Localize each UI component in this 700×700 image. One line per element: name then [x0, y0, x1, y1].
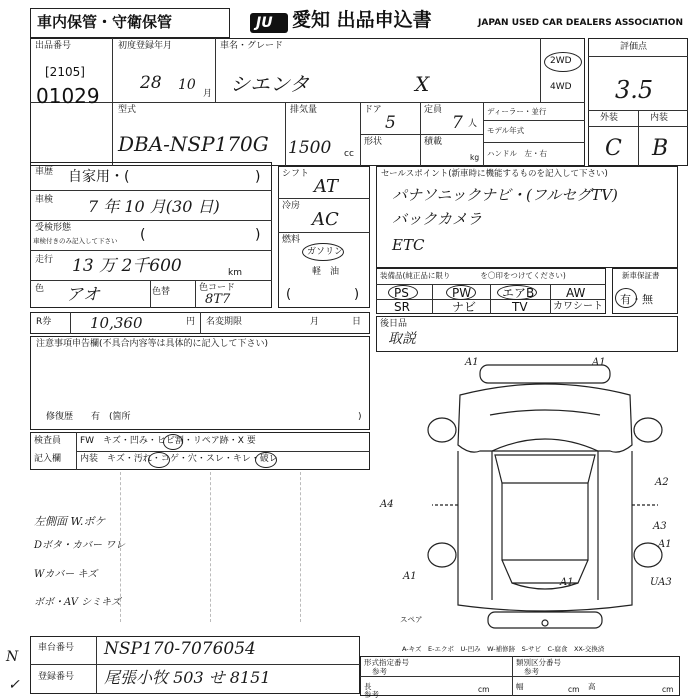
damage-legend: A-キズ E-エクボ U-凹み W-補修跡 S-サビ C-腐食 XX-交換済 [402, 645, 605, 653]
equipment-ps: PS [394, 286, 409, 300]
exterior-grade: C [605, 136, 622, 161]
width-label: 幅 [516, 682, 524, 691]
fuel-oil: 軽 油 [312, 267, 340, 277]
rating-value: 3.5 [615, 76, 654, 104]
height-cm: cm [662, 685, 674, 694]
inspector-interior-line: 内装 キズ・汚れ・コゲ・穴・スレ・キレ・破レ [80, 454, 278, 464]
equipment-airbag: エアB [502, 286, 535, 300]
damage-mark-rear-right: UA3 [650, 577, 672, 588]
lot-label: 出品番号 [35, 41, 72, 51]
capacity-value: 7 [452, 113, 463, 133]
history-close: ) [255, 169, 261, 185]
receive-open: ( [140, 227, 146, 243]
ac-label: 冷房 [282, 201, 301, 211]
comment-1: 左側面 W.ボケ [34, 515, 106, 528]
rear-goods-value: 取説 [388, 331, 416, 347]
shape-label: 形状 [364, 137, 383, 147]
model-label: 型式 [118, 105, 137, 115]
comment-2: Dボタ・カバー ワレ [34, 540, 126, 551]
recycle-label: R券 [36, 317, 52, 327]
shift-value: AT [314, 176, 339, 197]
form-title-english: JAPAN USED CAR DEALERS ASSOCIATION [478, 18, 683, 28]
color-label: 色 [35, 284, 45, 294]
equip-circle-airbag [497, 285, 537, 300]
name-change-label: 名変期限 [206, 317, 243, 327]
inspector-circle-dirt [148, 452, 170, 468]
first-reg-month: 10 [178, 77, 196, 93]
doors-value: 5 [385, 113, 396, 133]
repair-close: ) [358, 412, 362, 422]
sales-line-3: ETC [392, 236, 425, 254]
color-code-label: 色コード [199, 283, 236, 293]
model-year-label: モデル年式 [487, 126, 525, 135]
color-value: アオ [66, 285, 100, 305]
inspector-circle-dent [163, 434, 183, 450]
dealer-label: ディーラー・並行 [487, 107, 547, 116]
equipment-leather: カワシート [553, 301, 603, 312]
equipment-sr: SR [394, 300, 410, 314]
color-change-label: 色替 [152, 287, 171, 297]
car-outline-icon [420, 355, 680, 640]
warranty-label: 新車保証書 [622, 271, 660, 280]
damage-mark-front-left: A1 [465, 357, 479, 368]
warranty-value: 有・無 [620, 293, 653, 306]
height-label: 高 [588, 682, 596, 691]
category-ref: 参考 [524, 667, 539, 676]
comment-3: Wカバー キズ [34, 569, 98, 580]
damage-mark-right-2: A3 [653, 521, 667, 532]
fuel-close: ) [354, 287, 360, 302]
model-value: DBA-NSP170G [118, 132, 269, 156]
history-value: 自家用・( [68, 169, 130, 185]
length-ref: 参考 [364, 690, 379, 699]
equipment-aw: AW [566, 286, 586, 300]
rear-goods-label: 後日品 [380, 319, 408, 329]
logo-text: JU [256, 15, 273, 31]
inspection-label: 車検 [35, 195, 54, 205]
damage-mark-right-1: A2 [655, 477, 669, 488]
handle-label: ハンドル 左・右 [487, 149, 547, 158]
drive-2wd: 2WD [550, 56, 572, 66]
damage-mark-left-door: A4 [380, 499, 394, 510]
width-cm: cm [568, 685, 580, 694]
chassis-number: NSP170-7076054 [104, 639, 256, 659]
damage-mark-rear-mid: A1 [560, 577, 574, 588]
damage-mark-front-right: A1 [592, 357, 606, 368]
warranty-circle [615, 288, 637, 308]
inspector-fw-line: FW キズ・凹み・ヒビ割・リペア跡・X 要 [80, 436, 256, 446]
category-label: 類別区分番号 [516, 658, 561, 667]
inspector-circle-scuff [255, 452, 277, 468]
sales-label: セールスポイント(新車時に機能するものを記入して下さい) [381, 169, 608, 179]
storage-label: 車内保管・守衛保管 [37, 13, 173, 31]
spare-label: スペア [400, 615, 423, 624]
km-unit: km [228, 268, 242, 278]
rating-label: 評価点 [620, 42, 648, 52]
displacement-value: 1500 [288, 138, 332, 158]
notes-label: 注意事項申告欄(不具合内容等は具体的に記入して下さい) [36, 339, 269, 349]
grade: X [415, 72, 430, 96]
name-change-month: 月 [310, 317, 320, 327]
receive-sub: 車検付きのみ記入して下さい [33, 237, 118, 245]
inspector-label-1: 検査員 [34, 436, 62, 446]
history-label: 車歴 [35, 167, 54, 177]
mileage-value: 13 万 2千600 [72, 256, 182, 276]
damage-mark-rear-left: A1 [403, 571, 417, 582]
repair-label: 修復歴 有 (箇所 [46, 412, 131, 422]
length-label: 長 [364, 682, 372, 691]
comment-4: ボボ・AV シミキズ [34, 597, 121, 608]
fuel-label: 燃料 [282, 235, 301, 245]
equip-circle-pw [446, 285, 476, 300]
sales-line-2: バックカメラ [392, 210, 483, 228]
equip-circle-ps [388, 285, 418, 300]
equipment-pw: PW [452, 286, 472, 300]
interior-label: 内装 [650, 113, 669, 123]
margin-check-tick: ✓ [8, 677, 20, 693]
length-cm: cm [478, 685, 490, 694]
name-change-day: 日 [352, 317, 362, 327]
kg-unit: kg [470, 153, 480, 162]
equipment-navi: ナビ [452, 300, 477, 314]
capacity-label: 定員 [424, 105, 443, 115]
first-reg-year: 28 [140, 73, 162, 93]
chassis-label: 車台番号 [38, 643, 75, 653]
storage-box [30, 8, 230, 38]
recycle-yen: 円 [186, 317, 196, 327]
first-reg-suffix: 月 [203, 89, 213, 99]
recycle-amount: 10,360 [90, 314, 143, 332]
cc-unit: cc [344, 149, 354, 159]
ac-value: AC [312, 209, 339, 230]
form-title: 愛知 出品申込書 [292, 9, 432, 31]
margin-check-n: N [6, 649, 19, 665]
capacity-unit: 人 [468, 119, 478, 129]
color-code: 8T7 [205, 292, 231, 307]
drive-4wd: 4WD [550, 82, 572, 92]
interior-grade: B [652, 136, 669, 161]
receive-close: ) [255, 227, 261, 243]
rear-goods-box [376, 316, 678, 352]
inspector-label-2: 記入欄 [34, 454, 62, 464]
plate-label: 登録番号 [38, 672, 75, 682]
lot-number: 01029 [36, 84, 100, 108]
mileage-label: 走行 [35, 255, 54, 265]
name-label: 車名・グレード [220, 41, 284, 51]
shift-label: シフト [282, 169, 310, 179]
load-label: 積載 [424, 137, 443, 147]
lot-box: [2105] [45, 65, 85, 79]
displacement-label: 排気量 [290, 105, 318, 115]
sales-line-1: パナソニックナビ・(フルセグTV) [392, 186, 618, 204]
receive-label: 受検形態 [35, 223, 72, 233]
damage-mark-right-3: A1 [658, 539, 672, 550]
inspection-value: 7 年 10 月(30 日) [88, 197, 220, 216]
equipment-label: 装備品(純正品に限り を〇印をつけてください) [380, 271, 566, 280]
exterior-label: 外装 [600, 113, 619, 123]
plate-number: 尾張小牧 503 せ 8151 [104, 668, 271, 687]
ju-logo-icon [250, 13, 288, 33]
fuel-gas: ガソリン [307, 247, 344, 257]
designation-label: 形式指定番号 [364, 658, 409, 667]
doors-label: ドア [364, 105, 382, 115]
fuel-open: ( [286, 287, 292, 302]
car-name: シエンタ [230, 72, 310, 96]
designation-ref: 参考 [372, 667, 387, 676]
first-reg-label: 初度登録年月 [118, 41, 173, 51]
equipment-tv: TV [512, 300, 528, 314]
